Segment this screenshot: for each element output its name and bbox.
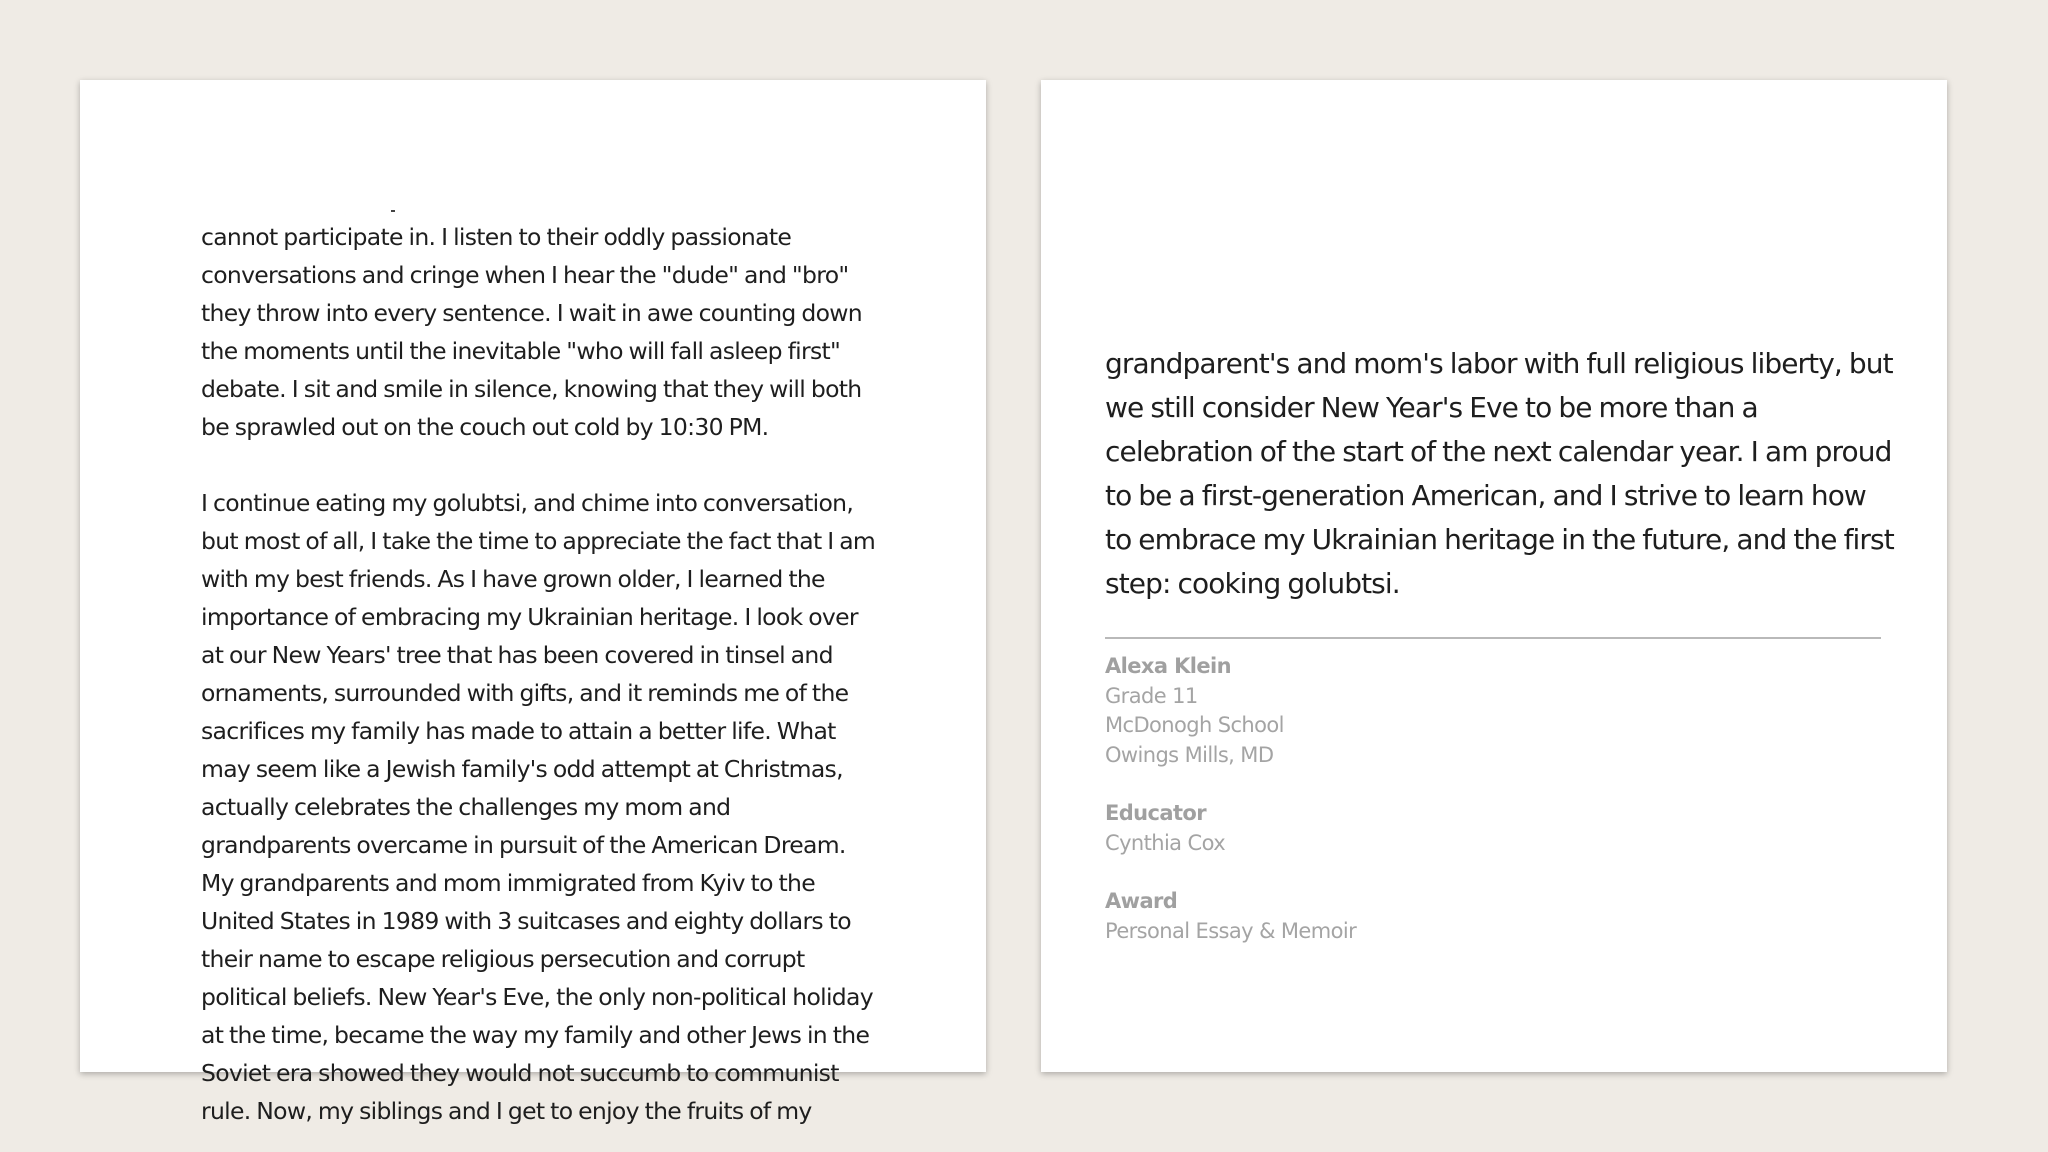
educator-name: Cynthia Cox [1105, 830, 1226, 855]
educator-label: Educator [1105, 801, 1206, 825]
essay-page-left [80, 80, 986, 1125]
author-credits [1105, 652, 1356, 975]
award-category: Personal Essay & Memoir [1105, 918, 1357, 943]
essay-page-right [1041, 80, 1947, 1072]
award-label: Award [1105, 889, 1178, 913]
essay-paragraph: cannot participate in. I listen to their oddly passionate conversations and cringe when I hear the "dude" and "bro" they throw into every sentence. I wait in awe counting down the moments until the inevitable "who will fall asleep first" debate. I sit and smile in silence, knowing that they will both be sprawled out on the couch out cold by 10:30 PM. [201, 223, 862, 441]
divider [1105, 637, 1881, 639]
clipped-previous-line [201, 198, 381, 212]
author-school: McDonogh School [1105, 713, 1284, 737]
author-grade: Grade 11 [1105, 683, 1198, 708]
author-name: Alexa Klein [1105, 654, 1231, 678]
award-info [1105, 887, 1356, 946]
essay-paragraph: grandparent's and mom's labor with full religious liberty, but we still consider New Year's Eve to be more than a celebration of the start of the next calendar year. I am proud to be a first-generation American, and I strive to learn how to embrace my Ukrainian heritage in the future, and the first step: cooking golubtsi. [1105, 347, 1894, 600]
educator-info [1105, 799, 1356, 858]
essay-body-left [201, 218, 881, 1130]
essay-body-right [1105, 342, 1895, 606]
author-info [1105, 652, 1356, 770]
author-location: Owings Mills, MD [1105, 742, 1274, 767]
essay-paragraph: I continue eating my golubtsi, and chime into conversation, but most of all, I take the time to appreciate the fact that I am with my best friends. As I have grown older, I learned the importance of embracing my Ukrainian heritage. I look over at our New Years' tree that has been covered in tinsel and ornaments, surrounded with gifts, and it reminds me of the sacrifices my family has made to attain a better life. What may seem like a Jewish family's odd attempt at Christmas, actually celebrates the challenges my mom and grandparents overcame in pursuit of the American Dream. My grandparents and mom immigrated from Kyiv to the United States in 1989 with 3 suitcases and eighty dollars to their name to escape religious persecution and corrupt political beliefs. New Year's Eve, the only non-political holiday at the time, became the way my family and other Jews in the Soviet era showed they would not succumb to communist rule. Now, my siblings and I get to enjoy the fruits of my [201, 489, 876, 1125]
